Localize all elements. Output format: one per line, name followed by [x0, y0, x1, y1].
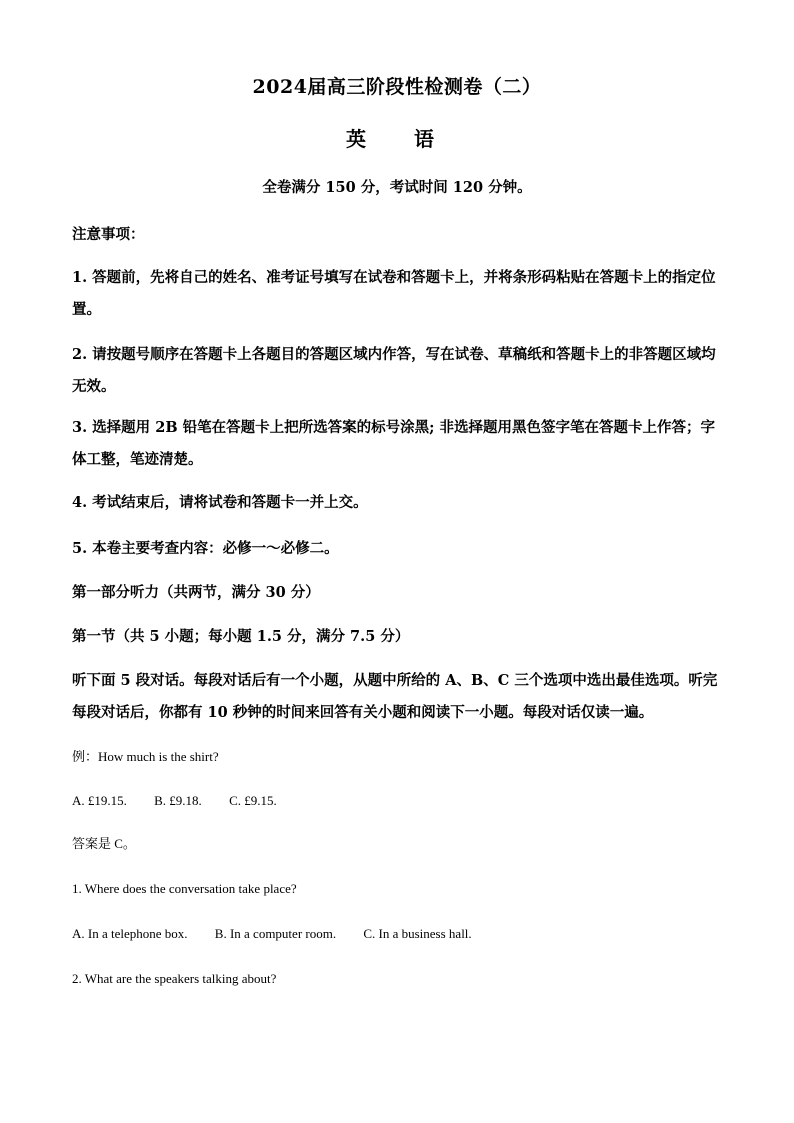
question-2: 2. What are the speakers talking about?	[72, 971, 277, 986]
exam-title: 2024届高三阶段性检测卷（二）	[252, 76, 542, 98]
example-question: 例：How much is the shirt?	[72, 749, 219, 764]
subject-title: 英 语	[346, 127, 448, 151]
note-item-3: 3. 选择题用 2B 铅笔在答题卡上把所选答案的标号涂黑; 非选择题用黑色签字笔在答题卡上作答；字体工整，笔迹清楚。	[72, 419, 716, 468]
note-item-1: 1. 答题前，先将自己的姓名、准考证号填写在试卷和答题卡上，并将条形码粘贴在答题卡上的指定位置。	[72, 269, 716, 318]
notes-heading: 注意事项：	[72, 226, 145, 243]
score-line: 全卷满分 150 分，考试时间 120 分钟。	[262, 179, 532, 196]
example-options	[72, 791, 724, 811]
section-heading: 第一节（共 5 小题；每小题 1.5 分，满分 7.5 分）	[72, 628, 410, 645]
question-1-option-c: C. In a business hall.	[363, 926, 472, 941]
example-option-a: A. £19.15.	[72, 793, 127, 808]
note-item-4: 4. 考试结束后，请将试卷和答题卡一并上交。	[72, 494, 368, 511]
question-1: 1. Where does the conversation take place?	[72, 881, 297, 896]
example-option-b: B. £9.18.	[154, 793, 202, 808]
example-answer: 答案是 C。	[72, 836, 136, 851]
listening-instructions: 听下面 5 段对话。每段对话后有一个小题，从题中所给的 A、B、C 三个选项中选出最佳选项。听完每段对话后，你都有 10 秒钟的时间来回答有关小题和阅读下一小题。每段对话仅读一遍。	[72, 672, 718, 721]
question-1-option-b: B. In a computer room.	[214, 926, 337, 941]
example-option-c: C. £9.15.	[229, 793, 277, 808]
note-item-2: 2. 请按题号顺序在答题卡上各题目的答题区域内作答，写在试卷、草稿纸和答题卡上的非答题区域均无效。	[72, 346, 716, 395]
note-item-5: 5. 本卷主要考查内容：必修一～必修二。	[72, 540, 339, 557]
question-1-option-a: A. In a telephone box.	[72, 926, 188, 941]
part-heading: 第一部分听力（共两节，满分 30 分）	[72, 584, 320, 601]
question-1-options	[72, 924, 724, 944]
